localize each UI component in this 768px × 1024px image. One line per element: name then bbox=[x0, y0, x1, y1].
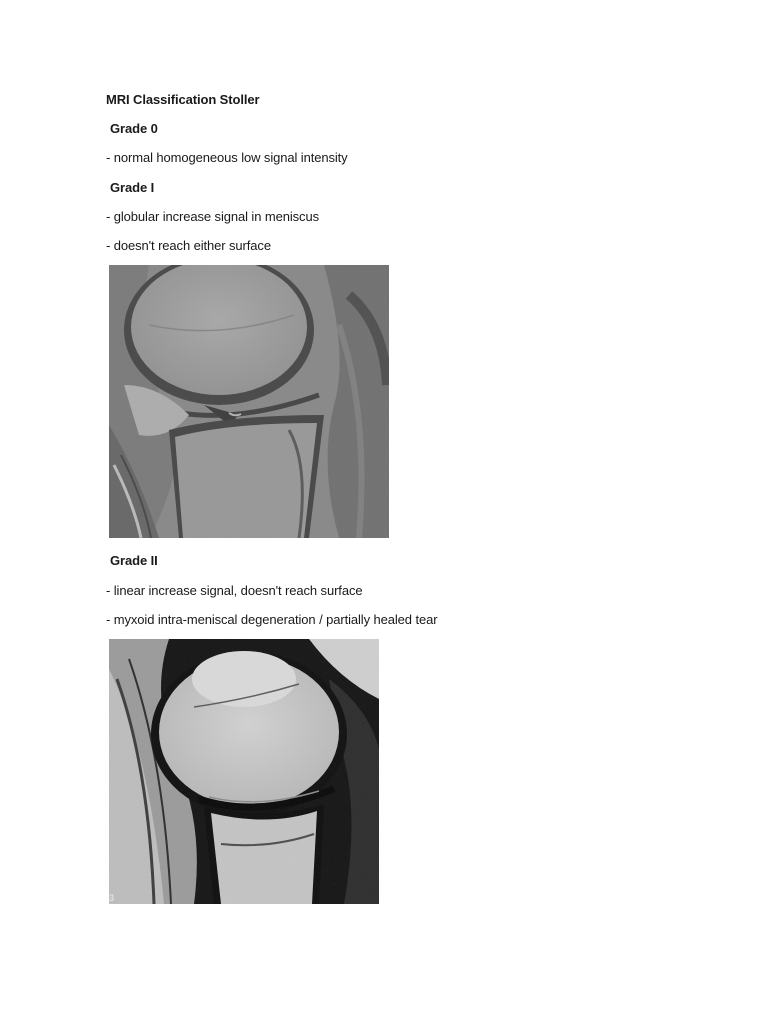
mri-image-grade-2 bbox=[109, 639, 379, 904]
grade-0-heading: Grade 0 bbox=[110, 121, 158, 136]
mri-corner-mark: 3 bbox=[109, 893, 115, 903]
grade-2-heading: Grade II bbox=[110, 553, 158, 568]
document-title: MRI Classification Stoller bbox=[106, 92, 260, 107]
grade-1-bullet-1: - globular increase signal in meniscus bbox=[106, 209, 319, 224]
grade-1-heading: Grade I bbox=[110, 180, 155, 195]
grade-0-bullet-1: - normal homogeneous low signal intensity bbox=[106, 150, 348, 165]
grade-1-bullet-2: - doesn't reach either surface bbox=[106, 238, 271, 253]
mri-image-grade-1 bbox=[109, 265, 389, 538]
grade-2-bullet-2: - myxoid intra-meniscal degeneration / partially healed tear bbox=[106, 612, 438, 627]
grade-2-bullet-1: - linear increase signal, doesn't reach surface bbox=[106, 583, 363, 598]
